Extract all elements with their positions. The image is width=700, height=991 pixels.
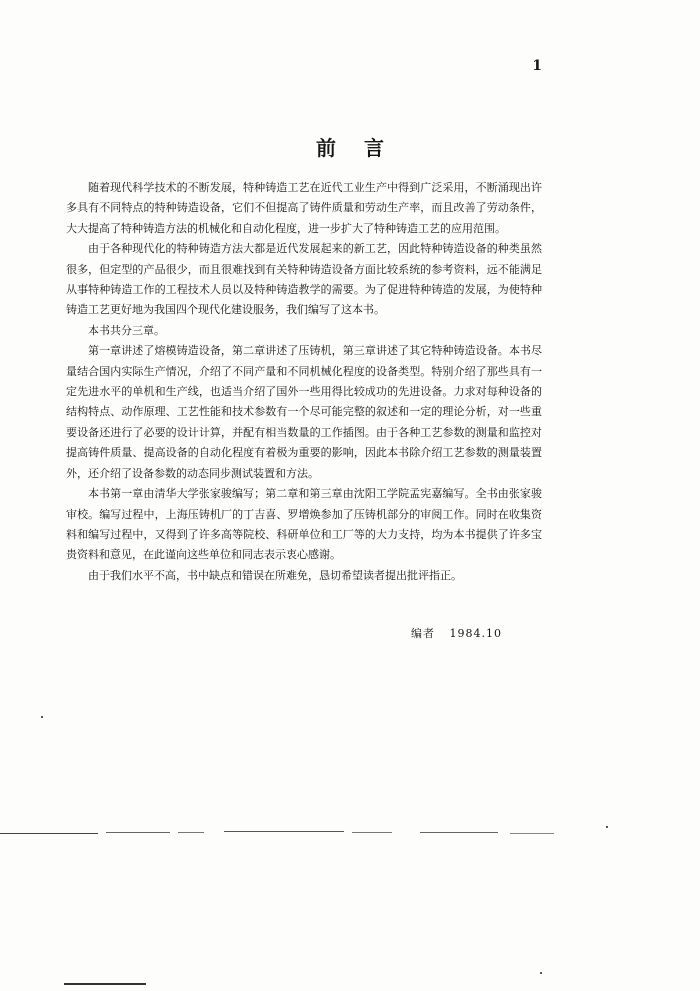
- paragraph-contents: 第一章讲述了熔模铸造设备，第二章讲述了压铸机，第三章讲述了其它特种铸造设备。本书尽量结合国内实际生产情况，介绍了不同产量和不同机械化程度的设备类型。特别介绍了那些具有一定先进水平的单机和生产线，也适当介绍了国外一些用得比较成功的先进设备。力求对每种设备的结构特点、动作原理、工艺性能和技术参数有一个尽可能完整的叙述和一定的理论分析，对一些重要设备还进行了必要的设计计算，并配有相当数量的工作插图。由于各种工艺参数的测量和监控对提高铸件质量、提高设备的自动化程度有着极为重要的影响，因此本书除介绍工艺参数的测量装置外，还介绍了设备参数的动态同步测试装置和方法。: [66, 344, 542, 480]
- signature: [411, 625, 502, 641]
- scan-speck: [41, 716, 43, 718]
- paragraph-motivation: 由于各种现代化的特种铸造方法大都是近代发展起来的新工艺，因此特种铸造设备的种类虽然很多，但定型的产品很少，而且很难找到有关特种铸造设备方面比较系统的参考资料，远不能满足从事特种铸造工作的工程技术人员以及特种铸造教学的需要。为了促进特种铸造的发展，为使特种铸造工艺更好地为我国四个现代化建设服务，我们编写了这本书。: [66, 242, 542, 317]
- scan-rule-line: [224, 831, 344, 832]
- scan-rule-line: [352, 832, 392, 833]
- scan-speck: [606, 826, 608, 828]
- paragraph-chapter-count: 本书共分三章。: [88, 323, 165, 337]
- scan-rule-line: [510, 833, 554, 834]
- scan-rule-line: [106, 832, 170, 833]
- paragraph-authors: 本书第一章由清华大学张家骏编写；第二章和第三章由沈阳工学院孟宪嘉编写。全书由张家骏审校。编写过程中，上海压铸机厂的丁吉喜、罗增焕参加了压铸机部分的审阅工作。同时在收集资料和编写过程中，又得到了许多高等院校、科研单位和工厂等的大力支持，均为本书提供了许多宝贵资料和意见，在此谨向这些单位和同志表示衷心感谢。: [66, 487, 542, 562]
- scan-speck: [540, 972, 542, 974]
- signature-role: 编者: [411, 627, 435, 640]
- scan-rule-line: [0, 833, 98, 834]
- preface-body: [66, 178, 542, 586]
- paragraph-intro: 随着现代科学技术的不断发展，特种铸造工艺在近代工业生产中得到广泛采用，不断涌现出许多具有不同特点的特种铸造设备，它们不但提高了铸件质量和劳动生产率，而且改善了劳动条件，大大提高了特种铸造方法的机械化和自动化程度，进一步扩大了特种铸造工艺的应用范围。: [66, 181, 542, 235]
- signature-date: 1984.10: [449, 627, 502, 640]
- preface-title: 前言: [316, 136, 412, 160]
- page-number: 1: [532, 58, 542, 74]
- paragraph-closing: 由于我们水平不高，书中缺点和错误在所难免，恳切希望读者提出批评指正。: [88, 568, 462, 582]
- scan-rule-line: [420, 832, 498, 833]
- footnote-rule: [64, 983, 146, 985]
- scan-rule-line: [178, 832, 204, 833]
